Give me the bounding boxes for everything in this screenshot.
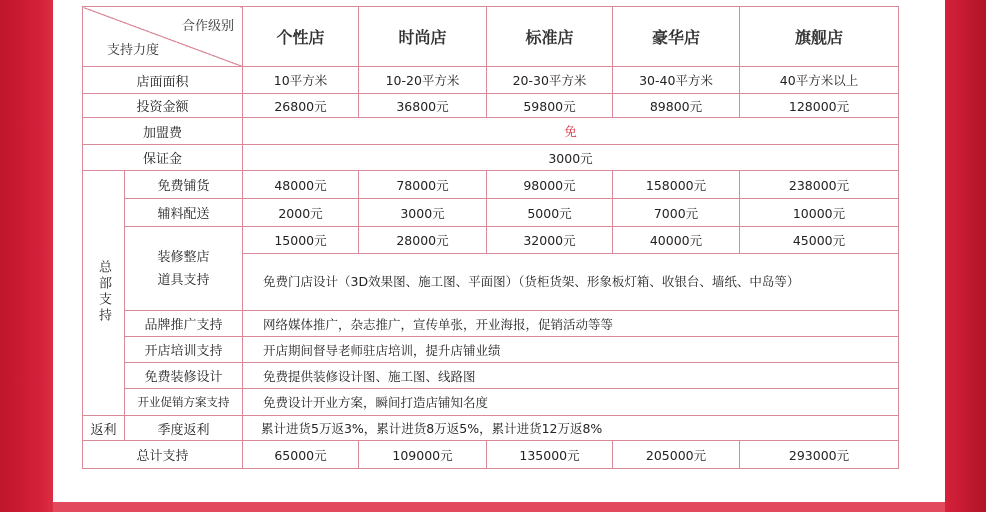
hq-support-text: 总部支持 [96,259,111,324]
table-row [83,145,899,171]
row-label-franchise-fee: 加盟费 [83,118,243,145]
table-cell: 20-30平方米 [487,67,613,94]
row-label-design: 免费装修设计 [125,363,243,389]
design-value: 免费提供装修设计图、施工图、线路图 [243,363,899,389]
table-cell: 40000元 [613,227,740,254]
table-row [83,337,899,363]
row-label-deposit: 保证金 [83,145,243,171]
table-cell: 48000元 [243,171,359,199]
table-cell: 65000元 [243,441,359,469]
hq-support-group-label [83,171,125,416]
table-cell: 2000元 [243,199,359,227]
row-label-rebate: 季度返利 [125,416,243,441]
table-cell: 36800元 [359,94,487,118]
opening-promo-value: 免费设计开业方案，瞬间打造店铺知名度 [243,389,899,416]
row-label-free-stock: 免费铺货 [125,171,243,199]
row-label-opening-promo: 开业促销方案支持 [125,389,243,416]
table-row [83,94,899,118]
table-cell: 238000元 [740,171,899,199]
bottom-strip [53,502,945,512]
rebate-value: 累计进货5万返3%，累计进货8万返5%，累计进货12万返8% [243,416,899,441]
table-row [83,227,899,254]
table-cell: 158000元 [613,171,740,199]
level-header: 旗舰店 [740,7,899,67]
table-cell: 78000元 [359,171,487,199]
training-value: 开店期间督导老师驻店培训，提升店铺业绩 [243,337,899,363]
corner-top-label: 合作级别 [181,19,234,34]
table-cell: 45000元 [740,227,899,254]
level-header: 标准店 [487,7,613,67]
row-label-brand-promo: 品牌推广支持 [125,311,243,337]
brand-promo-value: 网络媒体推广，杂志推广，宣传单张，开业海报，促销活动等等 [243,311,899,337]
row-label-investment: 投资金额 [83,94,243,118]
table-cell: 5000元 [487,199,613,227]
table-cell: 28000元 [359,227,487,254]
rebate-group-label: 返利 [83,416,125,441]
table-cell: 40平方米以上 [740,67,899,94]
table-cell: 10000元 [740,199,899,227]
corner-bottom-label: 支持力度 [107,43,160,58]
table-row [83,363,899,389]
table-cell: 15000元 [243,227,359,254]
row-label-decoration [125,227,243,311]
row-label-materials: 辅料配送 [125,199,243,227]
row-label-total: 总计支持 [83,441,243,469]
franchise-support-table [82,6,899,469]
table-row [83,118,899,145]
level-header: 时尚店 [359,7,487,67]
table-cell: 3000元 [359,199,487,227]
table-cell: 128000元 [740,94,899,118]
table-cell: 205000元 [613,441,740,469]
table-cell: 293000元 [740,441,899,469]
table-row [83,416,899,441]
row-label-area: 店面面积 [83,67,243,94]
table-row [83,441,899,469]
deposit-value: 3000元 [243,145,899,171]
table-cell: 32000元 [487,227,613,254]
decoration-description: 免费门店设计（3D效果图、施工图、平面图）（货柜货架、形象板灯箱、收银台、墙纸、中岛等） [243,254,899,311]
table-cell: 10平方米 [243,67,359,94]
franchise-fee-value: 免 [243,118,899,145]
table-cell: 135000元 [487,441,613,469]
table-cell: 30-40平方米 [613,67,740,94]
table-row [83,67,899,94]
table-row [83,311,899,337]
table-cell: 7000元 [613,199,740,227]
row-label-training: 开店培训支持 [125,337,243,363]
table-cell: 89800元 [613,94,740,118]
table-cell: 98000元 [487,171,613,199]
table-header-row [83,7,899,67]
level-header: 个性店 [243,7,359,67]
table-cell: 10-20平方米 [359,67,487,94]
table-cell: 59800元 [487,94,613,118]
table-cell: 26800元 [243,94,359,118]
level-header: 豪华店 [613,7,740,67]
table-cell: 109000元 [359,441,487,469]
table-row [83,389,899,416]
table-row [83,171,899,199]
decoration-label-line1: 装修整店 [157,249,210,265]
table-row [83,199,899,227]
decoration-label-line2: 道具支持 [157,272,210,288]
corner-header-cell [83,7,243,67]
